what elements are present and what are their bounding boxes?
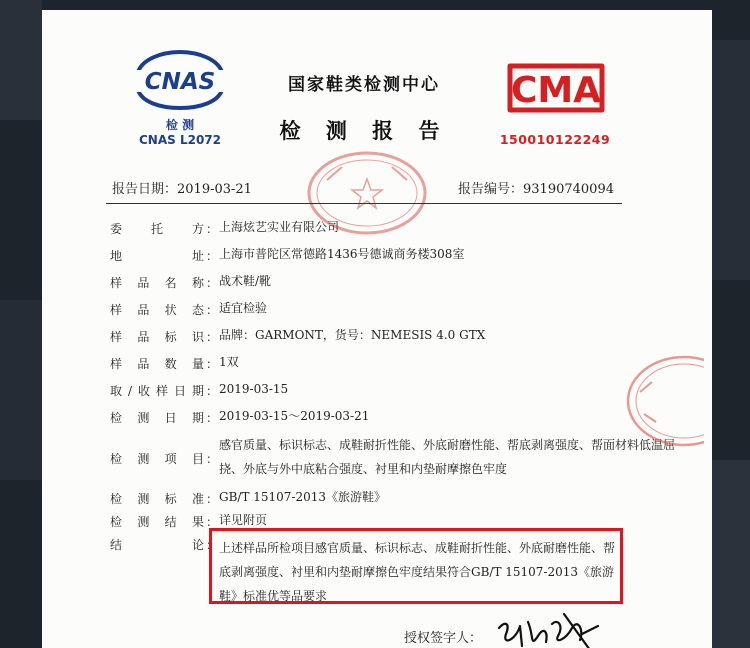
conclusion-highlight-box xyxy=(209,528,623,604)
background-shard xyxy=(0,300,42,480)
row-value: 1双 xyxy=(219,355,239,369)
handwritten-signature-icon xyxy=(494,606,604,648)
row-value: 上海炫艺实业有限公司 xyxy=(219,220,340,234)
cnas-logo-icon xyxy=(130,48,230,112)
signatory-label: 授权签字人： xyxy=(404,631,483,646)
row-label: 检测项目 xyxy=(110,452,204,466)
background-shard xyxy=(712,460,750,648)
row-label: 样品名称 xyxy=(110,276,204,290)
test-report-document: CNAS 检 测 CNAS L2072 国家鞋类检测中心 检 测 报 告 CMA 150010122249 报告日期：2019-03-21 报告编号：93190740094 委托方 ： 上海炫艺实业有限公司 地址 ： 上海市普陀区常德路1436号德诚商务楼308室 样品名称 ： 战术鞋/靴 样品状态 ： 适宜检验 样品标识 ： 品牌：GARMONT，货号：NEMESIS 4.0 GTX 样品数量 ： 1双 取/收样日期 ： 2019-03-15 检测日期 ： 2019-03-15～2019-03-21 检测项目 ： 感官质量、标识标志、成鞋耐折性能、外底耐磨性能、帮底剥离强度、帮面材料低温屈挠、外底与外中底粘合强度、衬里和内垫耐摩擦色牢度 检测标准 ： GB/T 15107-2013《旅游鞋》 检测结果 ： 详见附页 结论 ： 上述样品所检项目感官质量、标识标志、成鞋耐折性能、外底耐磨性能、帮底剥离强度、衬里和内垫耐摩擦色牢度结果符合GB/T 15107-2013《旅游鞋》标准优等品要求 授权签字人： xyxy=(42,10,712,648)
background-shard xyxy=(712,40,750,280)
institution-title: 国家鞋类检测中心 xyxy=(288,75,440,95)
svg-text:CNAS: CNAS xyxy=(144,69,216,95)
row-label: 委托方 xyxy=(110,222,204,236)
official-seal-icon xyxy=(624,352,704,450)
row-value: 2019-03-15 xyxy=(219,382,289,396)
report-title: 检 测 报 告 xyxy=(279,119,449,143)
row-label: 地址 xyxy=(110,249,204,263)
row-value: 适宜检验 xyxy=(219,301,268,315)
row-label: 结论 xyxy=(110,538,204,552)
row-label: 样品状态 xyxy=(110,303,204,317)
row-value: 详见附页 xyxy=(219,513,268,527)
row-value: 战术鞋/靴 xyxy=(219,274,272,288)
background-shard xyxy=(0,0,42,120)
row-value: 上述样品所检项目感官质量、标识标志、成鞋耐折性能、外底耐磨性能、帮底剥离强度、衬里和内垫耐摩擦色牢度结果符合GB/T 15107-2013《旅游鞋》标准优等品要求 xyxy=(219,541,616,603)
cma-number: 150010122249 xyxy=(499,132,611,147)
cma-logo-icon xyxy=(504,58,608,118)
header-divider xyxy=(106,203,622,204)
row-label: 检测日期 xyxy=(110,411,204,425)
row-label: 检测结果 xyxy=(110,515,204,529)
row-label: 样品标识 xyxy=(110,330,204,344)
row-value: 感官质量、标识标志、成鞋耐折性能、外底耐磨性能、帮底剥离强度、帮面材料低温屈挠、外底与外中底粘合强度、衬里和内垫耐摩擦色牢度 xyxy=(219,438,676,476)
row-value: GB/T 15107-2013《旅游鞋》 xyxy=(219,490,387,504)
cnas-sub-line2: CNAS L2072 xyxy=(138,133,221,147)
cnas-accreditation-label xyxy=(130,118,230,148)
row-value: 品牌：GARMONT，货号：NEMESIS 4.0 GTX xyxy=(219,328,486,342)
cnas-sub-line1: 检 测 xyxy=(165,118,195,132)
svg-text:CMA: CMA xyxy=(510,70,602,111)
report-number: 报告编号：93190740094 xyxy=(458,182,614,197)
row-label: 样品数量 xyxy=(110,357,204,371)
row-value: 上海市普陀区常德路1436号德诚商务楼308室 xyxy=(219,247,465,261)
report-date: 报告日期：2019-03-21 xyxy=(112,182,252,197)
row-value: 2019-03-15～2019-03-21 xyxy=(219,409,370,423)
row-label: 检测标准 xyxy=(110,492,204,506)
row-label: 取/收样日期 xyxy=(110,384,204,398)
